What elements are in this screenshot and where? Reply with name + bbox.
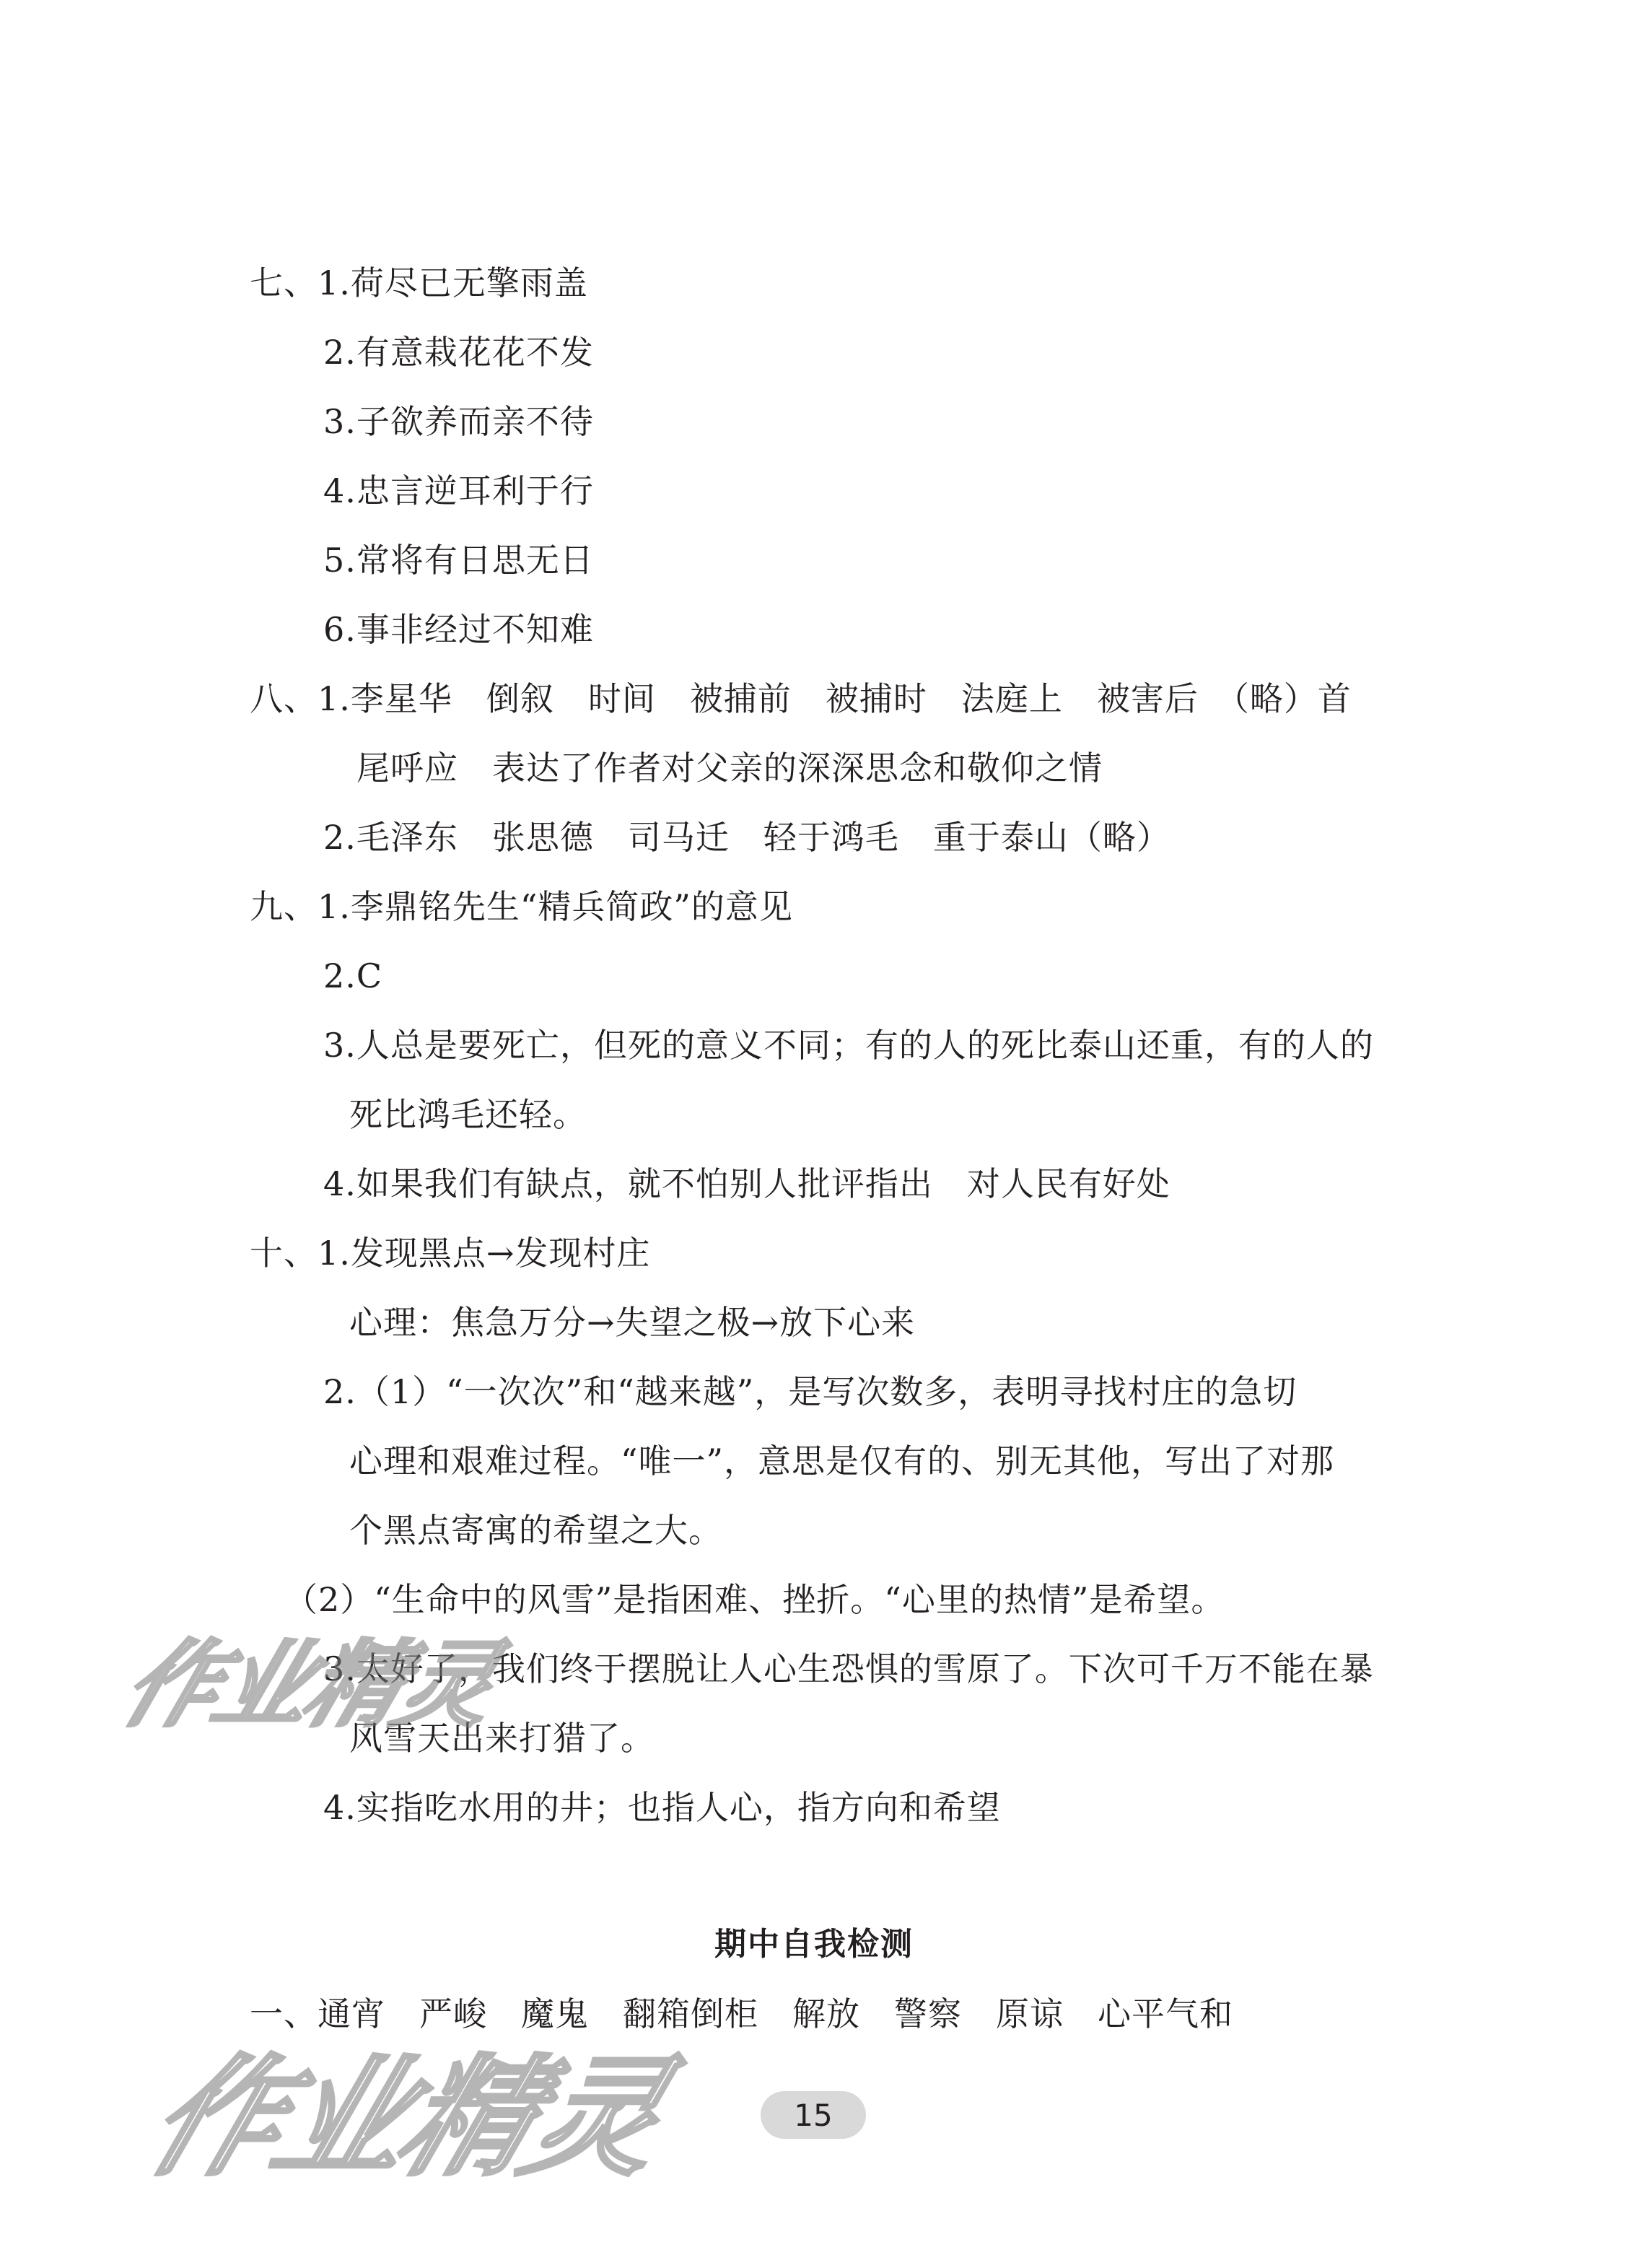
answer-8-1: 八、1.李星华 倒叙 时间 被捕前 被捕时 法庭上 被害后 （略）首 [250, 679, 1352, 718]
answer-7-4: 4.忠言逆耳利于行 [323, 471, 594, 510]
answer-10-4: 4.实指吃水用的井；也指人心，指方向和希望 [323, 1788, 1001, 1827]
midterm-answer-1: 一、通宵 严峻 魔鬼 翻箱倒柜 解放 警察 原谅 心平气和 [250, 1994, 1233, 2033]
page-number: 15 [794, 2097, 833, 2133]
answer-7-5: 5.常将有日思无日 [323, 541, 594, 580]
answer-10-3: 3.太好了，我们终于摆脱让人心生恐惧的雪原了。下次可千万不能在暴 [323, 1649, 1374, 1688]
midterm-heading: 期中自我检测 [714, 1926, 914, 1963]
answer-10-1: 十、1.发现黑点→发现村庄 [250, 1234, 651, 1273]
answer-10-1-cont: 心理：焦急万分→失望之极→放下心来 [349, 1303, 916, 1342]
answer-9-2: 2.C [323, 956, 383, 995]
watermark-logo: 作业精灵 [109, 1630, 509, 1740]
page-number-badge [761, 2091, 866, 2139]
answer-10-2-1-cont2: 个黑点寄寓的希望之大。 [349, 1511, 722, 1550]
watermark-logo-large: 作业精灵 [131, 2043, 682, 2194]
answer-9-3: 3.人总是要死亡，但死的意义不同；有的人的死比泰山还重，有的人的 [323, 1026, 1374, 1065]
answer-7-3: 3.子欲养而亲不待 [323, 402, 594, 441]
answer-7-1: 七、1.荷尽已无擎雨盖 [250, 263, 588, 302]
answer-7-6: 6.事非经过不知难 [323, 610, 594, 649]
answer-7-2: 2.有意栽花花不发 [323, 333, 594, 372]
answer-8-1-cont: 尾呼应 表达了作者对父亲的深深思念和敬仰之情 [356, 749, 1103, 788]
answer-10-3-cont: 风雪天出来打猎了。 [349, 1719, 655, 1758]
answer-10-2-1-cont: 心理和艰难过程。“唯一”，意思是仅有的、别无其他，写出了对那 [349, 1442, 1335, 1480]
answer-9-1: 九、1.李鼎铭先生“精兵简政”的意见 [250, 887, 793, 926]
answer-10-2-2: （2）“生命中的风雪”是指困难、挫折。“心里的热情”是希望。 [284, 1580, 1225, 1619]
answer-8-2: 2.毛泽东 张思德 司马迁 轻于鸿毛 重于泰山（略） [323, 818, 1170, 857]
answer-10-2-1: 2.（1）“一次次”和“越来越”，是写次数多，表明寻找村庄的急切 [323, 1372, 1297, 1411]
answer-9-4: 4.如果我们有缺点，就不怕别人批评指出 对人民有好处 [323, 1164, 1170, 1203]
answer-9-3-cont: 死比鸿毛还轻。 [349, 1095, 587, 1134]
